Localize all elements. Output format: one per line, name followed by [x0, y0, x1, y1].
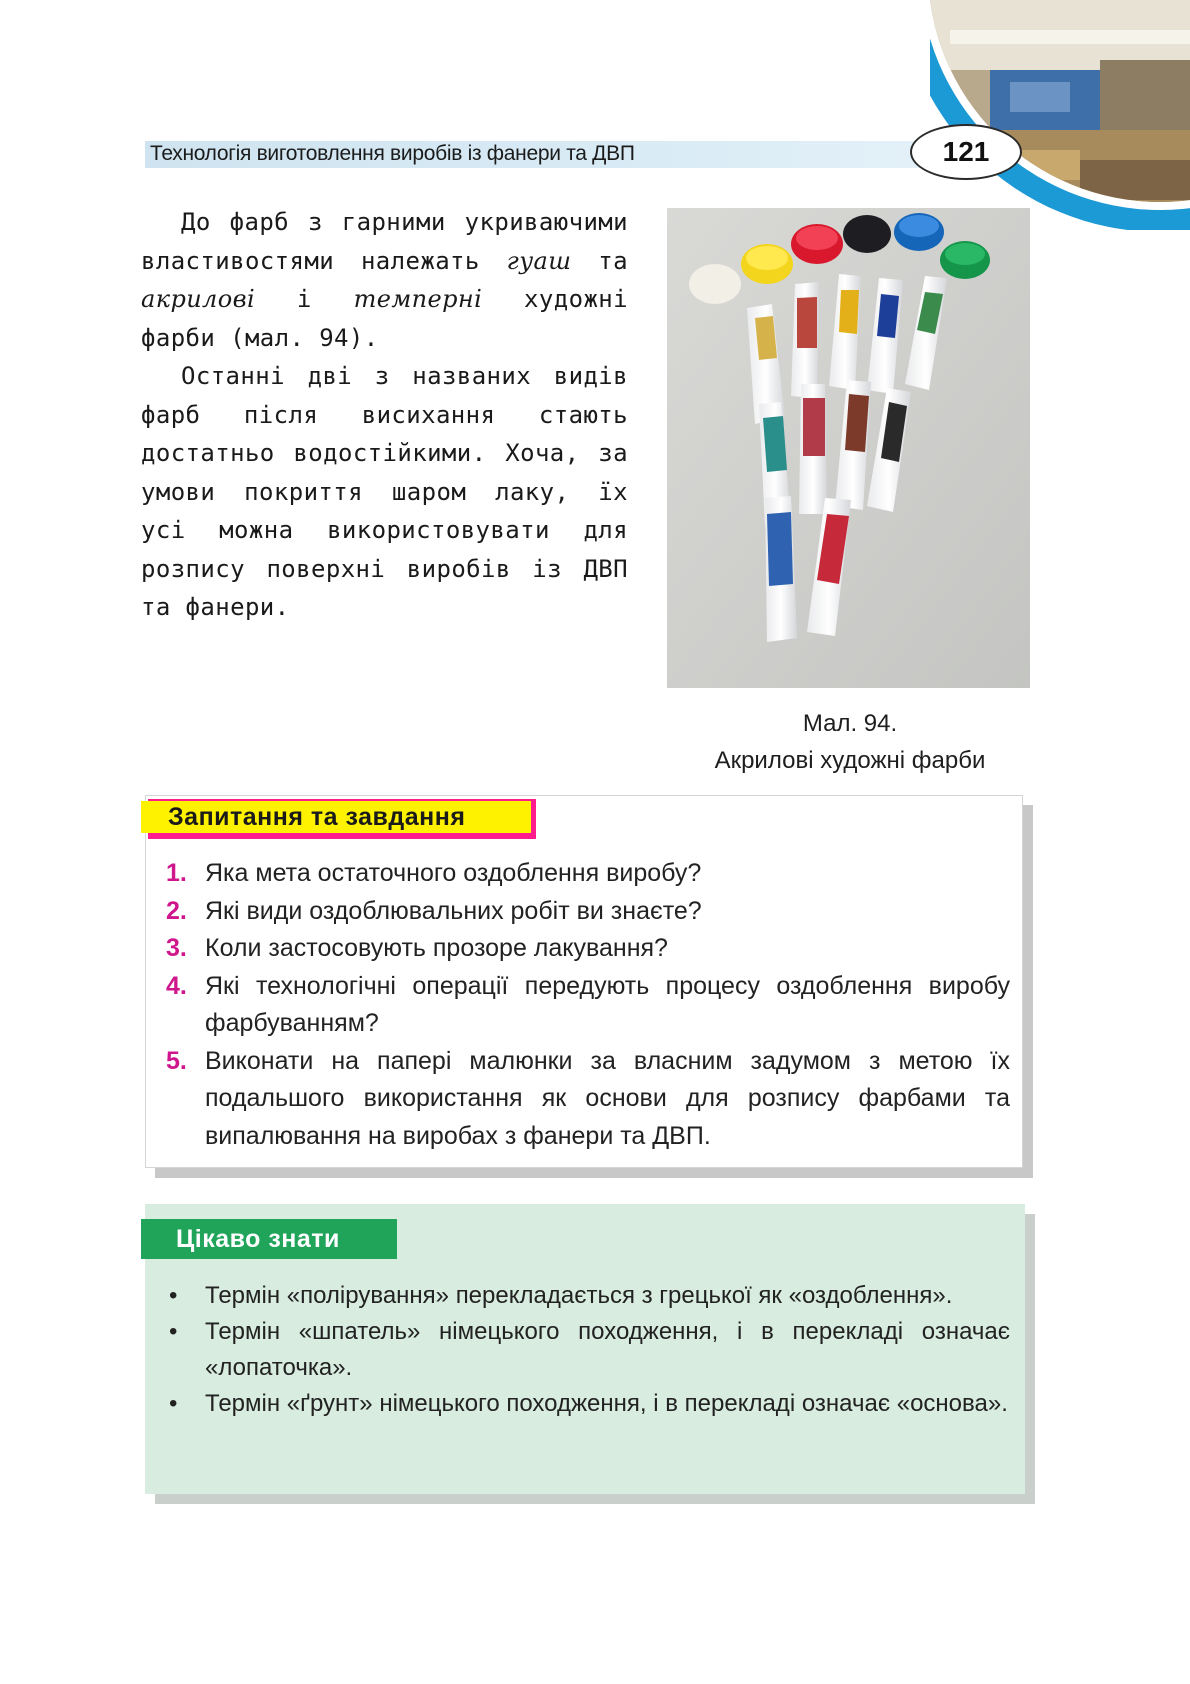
intro-join-1: та	[571, 246, 628, 275]
intro-p1-start: До фарб з гарними укриваючими властивостями належать	[141, 208, 628, 275]
bullet-icon: •	[169, 1318, 178, 1345]
facts-list	[160, 1278, 1010, 1422]
figure-caption	[640, 705, 1060, 779]
corner-photo	[930, 0, 1190, 230]
question-item	[160, 855, 1010, 893]
question-number: 4.	[166, 971, 187, 1000]
fact-text: Термін «полірування» перекладається з грецької як «оздоблення».	[205, 1282, 953, 1309]
fact-item	[160, 1278, 1010, 1314]
facts-tab	[141, 1219, 397, 1259]
fact-text: Термін «ґрунт» німецького походження, і в перекладі означає «основа».	[205, 1390, 1008, 1417]
bullet-icon: •	[169, 1282, 178, 1309]
question-text: Яка мета остаточного оздоблення виробу?	[205, 859, 702, 887]
question-item	[160, 893, 1010, 931]
question-item	[160, 930, 1010, 968]
intro-text	[141, 203, 628, 627]
fact-item	[160, 1314, 1010, 1386]
intro-join-2: і	[255, 285, 354, 313]
term-acrylic: акрилові	[141, 285, 256, 313]
term-tempera: темперні	[353, 285, 483, 313]
page-number: 121	[942, 136, 990, 167]
question-text: Коли застосовують прозоре лакування?	[205, 934, 668, 962]
bullet-icon: •	[169, 1390, 178, 1417]
question-number: 1.	[166, 859, 187, 887]
question-number: 5.	[166, 1046, 187, 1075]
question-number: 2.	[166, 896, 187, 925]
fact-item	[160, 1386, 1010, 1422]
running-header-title: Технологія виготовлення виробів із фанери та ДВП	[150, 142, 635, 165]
figure-label: Мал. 94.	[802, 710, 898, 737]
paint-tubes-photo	[667, 208, 1030, 688]
questions-title: Запитання та завдання	[168, 802, 466, 831]
question-number: 3.	[166, 934, 187, 962]
term-gouache: гуаш	[506, 246, 572, 275]
intro-paragraph-1	[141, 203, 628, 357]
intro-paragraph-2: Останні дві з названих видів фарб після висихання стають достатньо водостійкими. Хоча, за умови покриття шаром лаку, їх усі можна використовувати для розпису поверхні виробів із ДВП та фанери.	[141, 362, 628, 621]
fact-text: Термін «шпатель» німецького походження, і в перекладі означає «лопаточка».	[205, 1318, 1010, 1381]
questions-list	[160, 855, 1010, 1155]
page-number-badge	[910, 124, 1022, 180]
question-item	[160, 1043, 1010, 1156]
question-item	[160, 968, 1010, 1043]
question-text: Які види оздоблювальних робіт ви знаєте?	[205, 896, 702, 925]
question-text: Виконати на папері малюнки за власним задумом з метою їх подальшого використання як основи для розпису фарбами та випалювання на виробах з фанери та ДВП.	[205, 1046, 1010, 1150]
figure-caption-text: Акрилові художні фарби	[714, 747, 986, 774]
questions-tab	[141, 801, 531, 833]
facts-title: Цікаво знати	[176, 1224, 340, 1253]
question-text: Які технологічні операції передують процесу оздоблення виробу фарбуванням?	[205, 971, 1010, 1037]
intro-p1-end: художні фарби (мал. 94).	[141, 285, 628, 352]
